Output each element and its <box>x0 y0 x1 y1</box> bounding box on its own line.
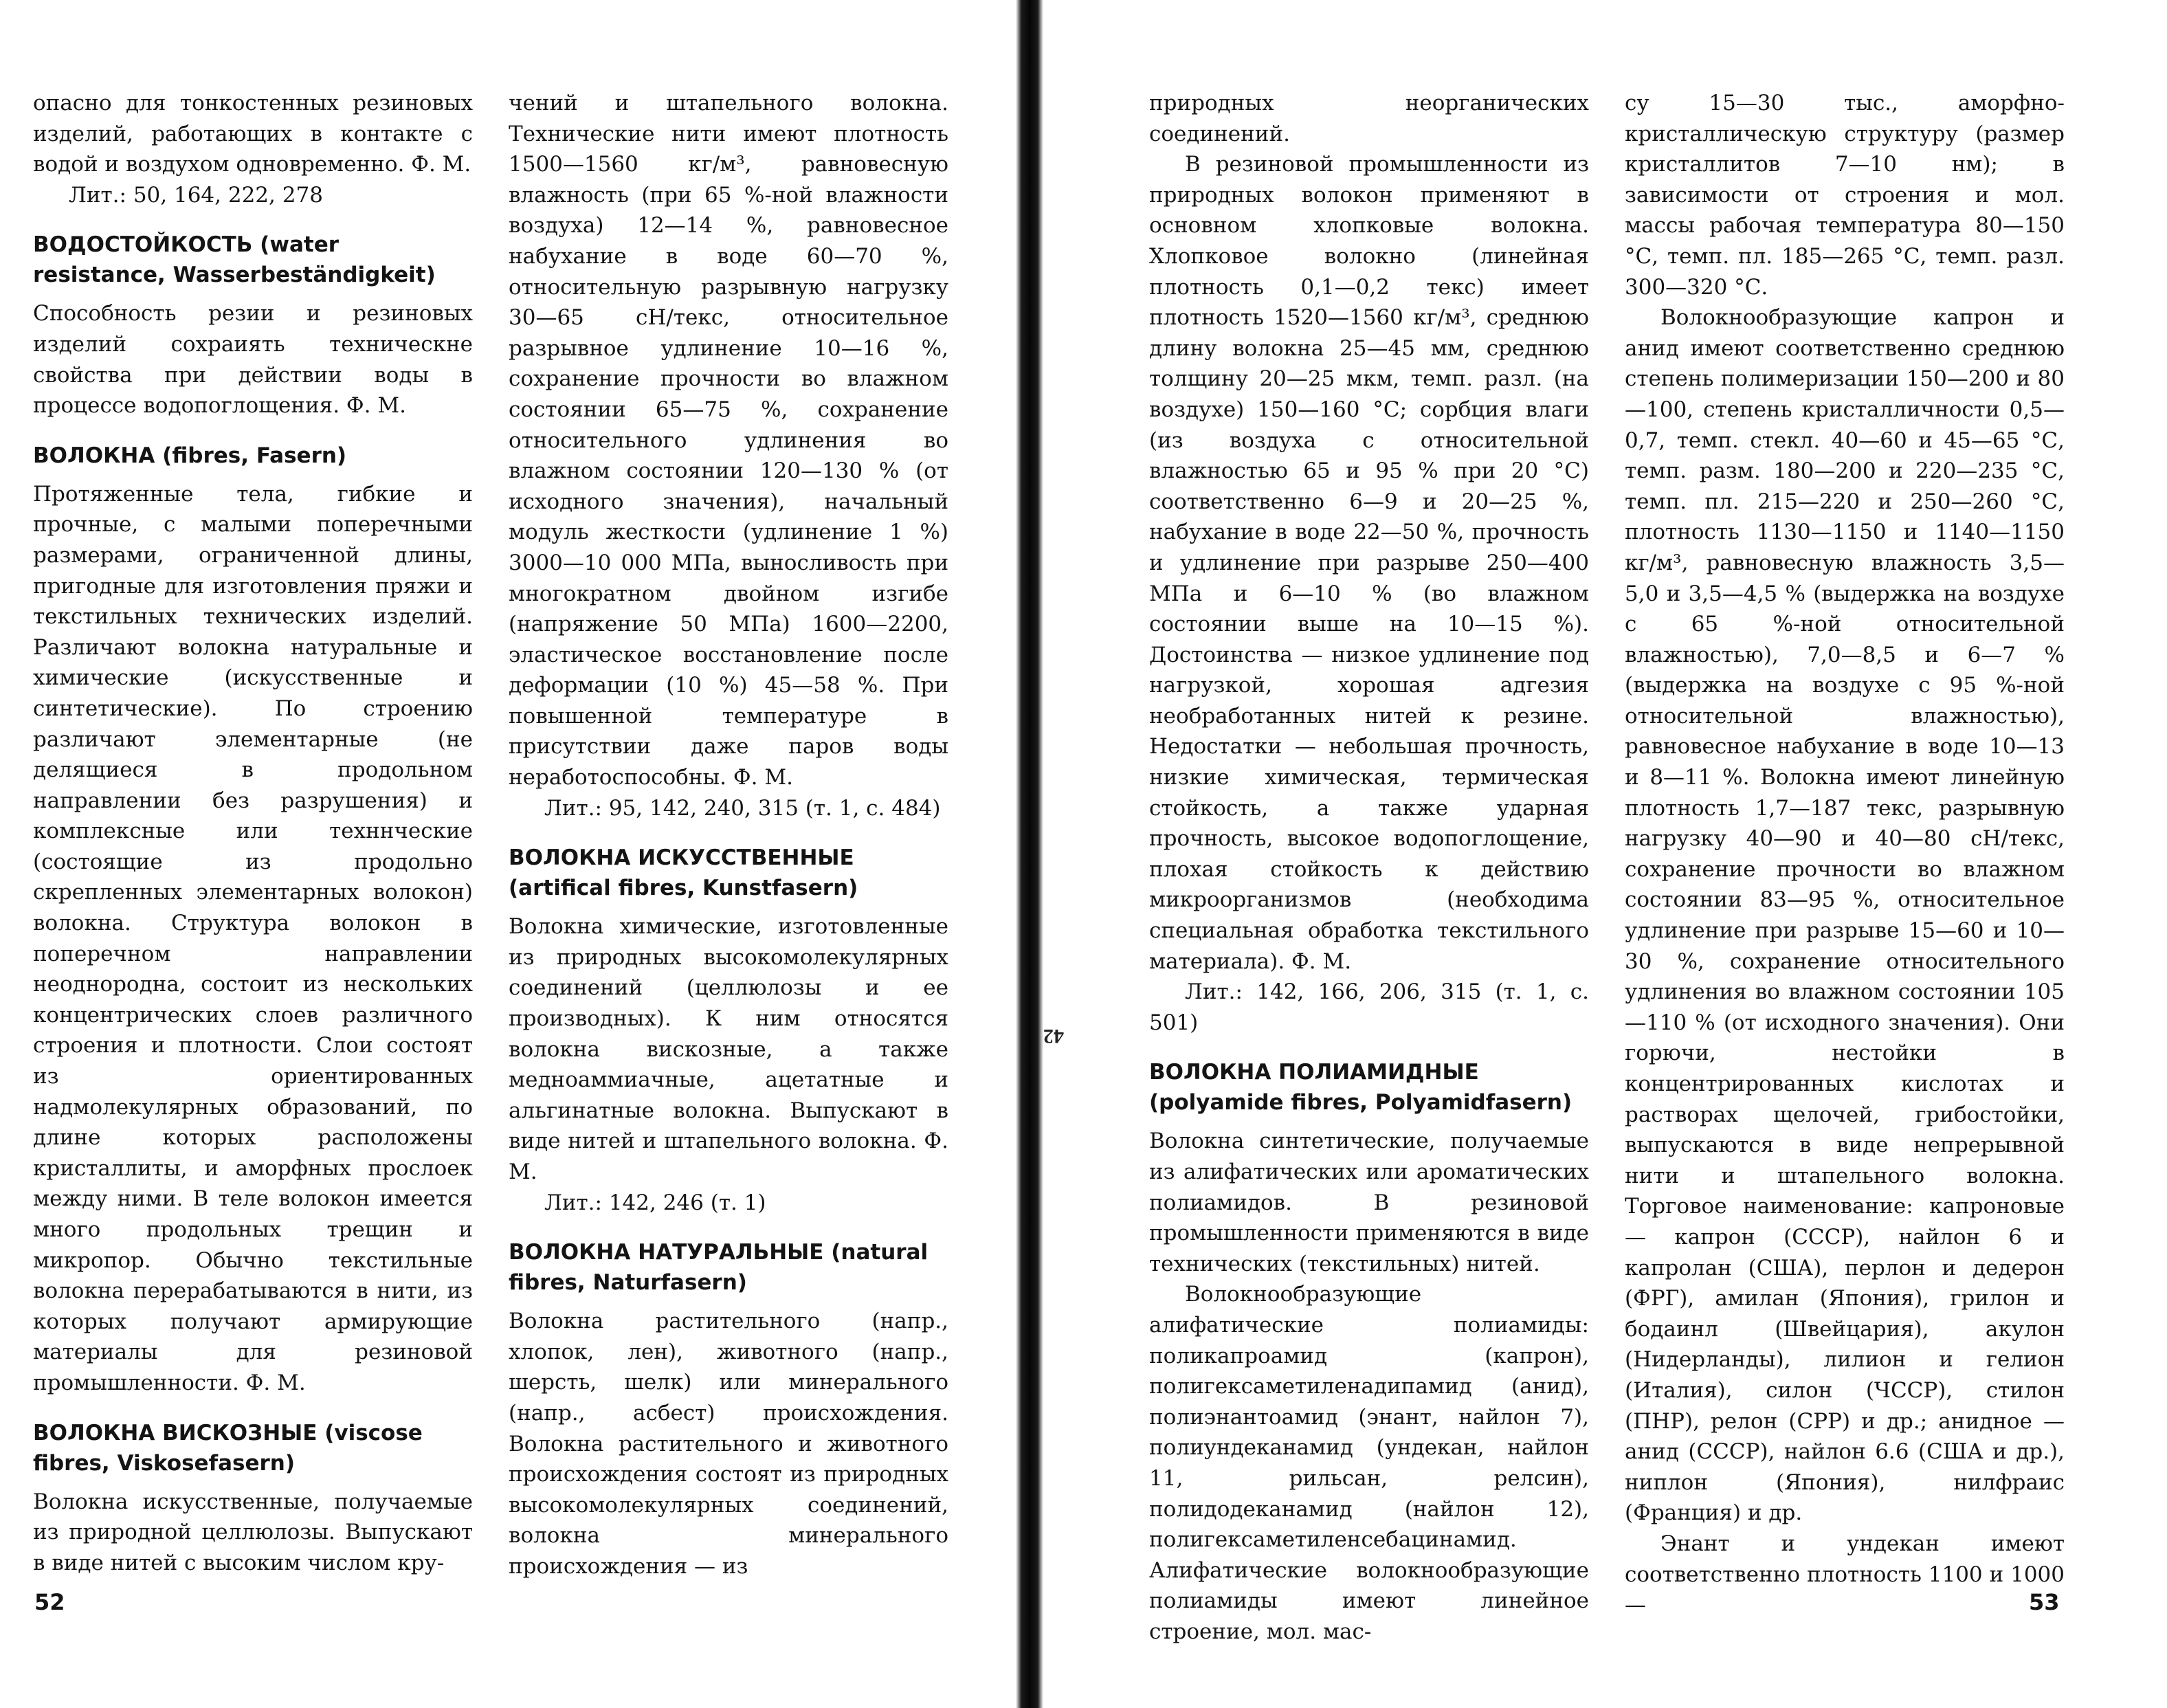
paragraph-continued: опасно для тонкостенных резиновых изделий, работающих в контакте с водой и воздухом одновременно. Ф. М. <box>33 91 473 177</box>
entry-heading-volokna: ВОЛОКНА (fibres, Fasern) <box>33 443 347 468</box>
left-page-column-1 <box>33 88 473 1578</box>
page-number-left: 52 <box>34 1589 65 1615</box>
entry-text-poliamidnye: Волокна синтетические, получаемые из алифатических или ароматических полиамидов. В резиновой промышленности применяются в виде технических (текстильных) нитей. <box>1149 1129 1589 1276</box>
literature-reference: Лит.: 142, 166, 206, 315 (т. 1, с. 501) <box>1149 979 1589 1035</box>
paragraph-kapron: Волокнообразующие капрон и анид имеют соответственно среднюю степень полимеризации 150—200 и 80—100, степень кристалличности 0,5—0,7, темп. стекл. 40—60 и 45—65 °С, темп. разм. 180—200 и 220—235 °С, темп. пл. 215—220 и 250—260 °С, плотность 1130—1150 и 1140—1150 кг/м³, равновесную влажность 3,5—5,0 и 3,5—4,5 % (выдержка на воздухе с 65 %-ной относительной влажностью), 7,0—8,5 и 6—7 % (выдержка на воздухе с 95 %-ной относительной влажностью), равновесное набухание в воде 10—13 и 8—11 %. Волокна имеют линейную плотность 1,7—187 текс, разрывную нагрузку 40—90 и 40—80 сН/текс, сохранение прочности во влажном состоянии 83—95 %, относительное удлинение при разрыве 15—60 и 10—30 %, сохранение относительного удлинения во влажном состоянии 105—110 % (от исходного значения). Они горючи, нестойки в концентрированных кислотах и растворах щелочей, грибостойки, выпускаются в виде непрерывной нити и штапельного волокна. Торговое наименование: капроновые — капрон (СССР), найлон 6 и капролан (США), перлон и дедерон (ФРГ), амилан (Япония), грилон и бодаинл (Швейцария), акулон (Нидерланды), лилион и гелион (Италия), силон (ЧССР), стилон (ПНР), релон (СРР) и др.; анидное — анид (СССР), найлон 6.6 (США и др.), ниплон (Япония), нилфраис (Франция) и др. <box>1625 305 2065 1526</box>
paragraph-rezin: В резиновой промышленности из природных волокон применяют в основном хлопковые волокна. Хлопковое волокно (линейная плотность 0,1—0,2 текс) имеет плотность 1520—1560 кг/м³, среднюю длину волокна 25—45 мм, среднюю толщину 20—25 мкм, темп. разл. (на воздухе) 150—160 °С; сорбция влаги (из воздуха с относительной влажностью 65 и 95 % при 20 °С) соответственно 6—9 и 20—25 %, набухание в воде 22—50 %, прочность и удлинение при разрыве 250—400 МПа и 6—10 % (во влажном состоянии выше на 10—15 %). Достоинства — низкое удлинение под нагрузкой, хорошая адгезия необработанных нитей к резине. Недостатки — небольшая прочность, низкие химическая, термическая стойкость, а также ударная прочность, высокое водопоглощение, плохая стойкость к действию микроорганизмов (необходима специальная обработка текстильного материала). Ф. М. <box>1149 152 1589 974</box>
paragraph-continued: природных неорганических соединений. <box>1149 91 1589 146</box>
literature-reference: Лит.: 50, 164, 222, 278 <box>69 182 323 208</box>
book-gutter-shadow <box>1016 0 1043 1708</box>
entry-text-iskusstvennye: Волокна химические, изготовленные из природных высокомолекулярных соединений (целлюлозы и ее производных). К ним относятся волокна вискозные, а также медноаммиачные, ацетатные и альгинатные волокна. Выпускают в виде нитей и штапельного волокна. Ф. М. <box>509 914 948 1184</box>
entry-heading-poliamidnye: ВОЛОКНА ПОЛИАМИДНЫЕ (polyamide fibres, Polyamidfasern) <box>1149 1060 1573 1116</box>
entry-text-naturalnye: Волокна растительного (напр., хлопок, лен), животного (напр., шерсть, шелк) или минерального (напр., асбест) происхождения. Волокна растительного и животного происхождения состоят из природных высокомолекулярных соединений, волокна минерального происхождения — из <box>509 1309 948 1579</box>
literature-reference: Лит.: 95, 142, 240, 315 (т. 1, с. 484) <box>544 795 941 821</box>
right-page-column-2 <box>1625 88 2065 1621</box>
paragraph-enant: Энант и ундекан имеют соответственно плотность 1100 и 1000— <box>1625 1531 2065 1618</box>
gutter-mark: 42 <box>1043 1025 1064 1047</box>
right-page-column-1 <box>1149 88 1589 1648</box>
literature-reference: Лит.: 142, 246 (т. 1) <box>544 1190 766 1215</box>
left-page-column-2 <box>509 88 948 1582</box>
paragraph-continued: чений и штапельного волокна. Технические нити имеют плотность 1500—1560 кг/м³, равновесную влажность (при 65 %-ной влажности воздуха) 12—14 %, равновесное набухание в воде 60—70 %, относительную разрывную нагрузку 30—65 сН/текс, относительное разрывное удлинение 10—16 %, сохранение прочности во влажном состоянии 65—75 %, сохранение относительного удлинения во влажном состоянии 120—130 % (от исходного значения), начальный модуль жесткости (удлинение 1 %) 3000—10 000 МПа, выносливость при многократном двойном изгибе (напряжение 50 МПа) 1600—2200, эластическое восстановление после деформации (10 %) 45—58 %. При повышенной температуре в присутствии даже паров воды неработоспособны. Ф. М. <box>509 91 948 790</box>
entry-text-vodostoikost: Способность резии и резиновых изделий сохраиять техническне свойства при действии воды в процессе водопоглощения. Ф. М. <box>33 301 473 419</box>
entry-heading-viskoznye: ВОЛОКНА ВИСКОЗНЫЕ (viscose fibres, Viskosefasern) <box>33 1420 423 1476</box>
entry-heading-naturalnye: ВОЛОКНА НАТУРАЛЬНЫЕ (natural fibres, Naturfasern) <box>509 1240 929 1296</box>
entry-text-volokna: Протяженные тела, гибкие и прочные, с малыми поперечными размерами, ограниченной длины, пригодные для изготовления пряжи и текстильных технических изделий. Различают волокна натуральные и химические (искусственные и синтетические). По строению различают элементарные (не делящиеся в продольном направлении без разрушения) и комплексные или техннческие (состоящие из продольно скрепленных элементарных волокон) волокна. Структура волокон в поперечном направлении неоднородна, состоит из нескольких концентрических слоев различного строения и плотности. Слои состоят из ориентированных надмолекулярных образований, по длине которых расположены кристаллиты, и аморфных прослоек между ними. В теле волокон имеется много продольных трещин и микропор. Обычно текстильные волокна перерабатываются в нити, из которых получают армирующие материалы для резиновой промышленности. Ф. М. <box>33 481 473 1395</box>
paragraph-alifat: Волокнообразующие алифатические полиамиды: поликапроамид (капрон), полигексаметиленадипамид (анид), полиэнантоамид (энант, найлон 7), полиундеканамид (ундекан, найлон 11, рильсан, релсин), полидодеканамид (найлон 12), полигексаметиленсебацинамид. Алифатические волокнообразующие полиамиды имеют линейное строение, мол. мас- <box>1149 1282 1589 1644</box>
entry-heading-iskusstvennye: ВОЛОКНА ИСКУССТВЕННЫЕ (artifical fibres, Kunstfasern) <box>509 845 858 901</box>
entry-heading-vodostoikost: ВОДОСТОЙКОСТЬ (water resistance, Wasserbeständigkeit) <box>33 232 436 288</box>
paragraph-continued: су 15—30 тыс., аморфно-кристаллическую структуру (размер кристаллитов 7—10 нм); в зависимости от строения и мол. массы рабочая температура 80—150 °С, темп. пл. 185—265 °С, темп. разл. 300—320 °С. <box>1625 91 2065 300</box>
page-number-right: 53 <box>2029 1589 2060 1615</box>
entry-text-viskoznye: Волокна искусственные, получаемые из природной целлюлозы. Выпускают в виде нитей с высоким числом кру- <box>33 1489 473 1575</box>
